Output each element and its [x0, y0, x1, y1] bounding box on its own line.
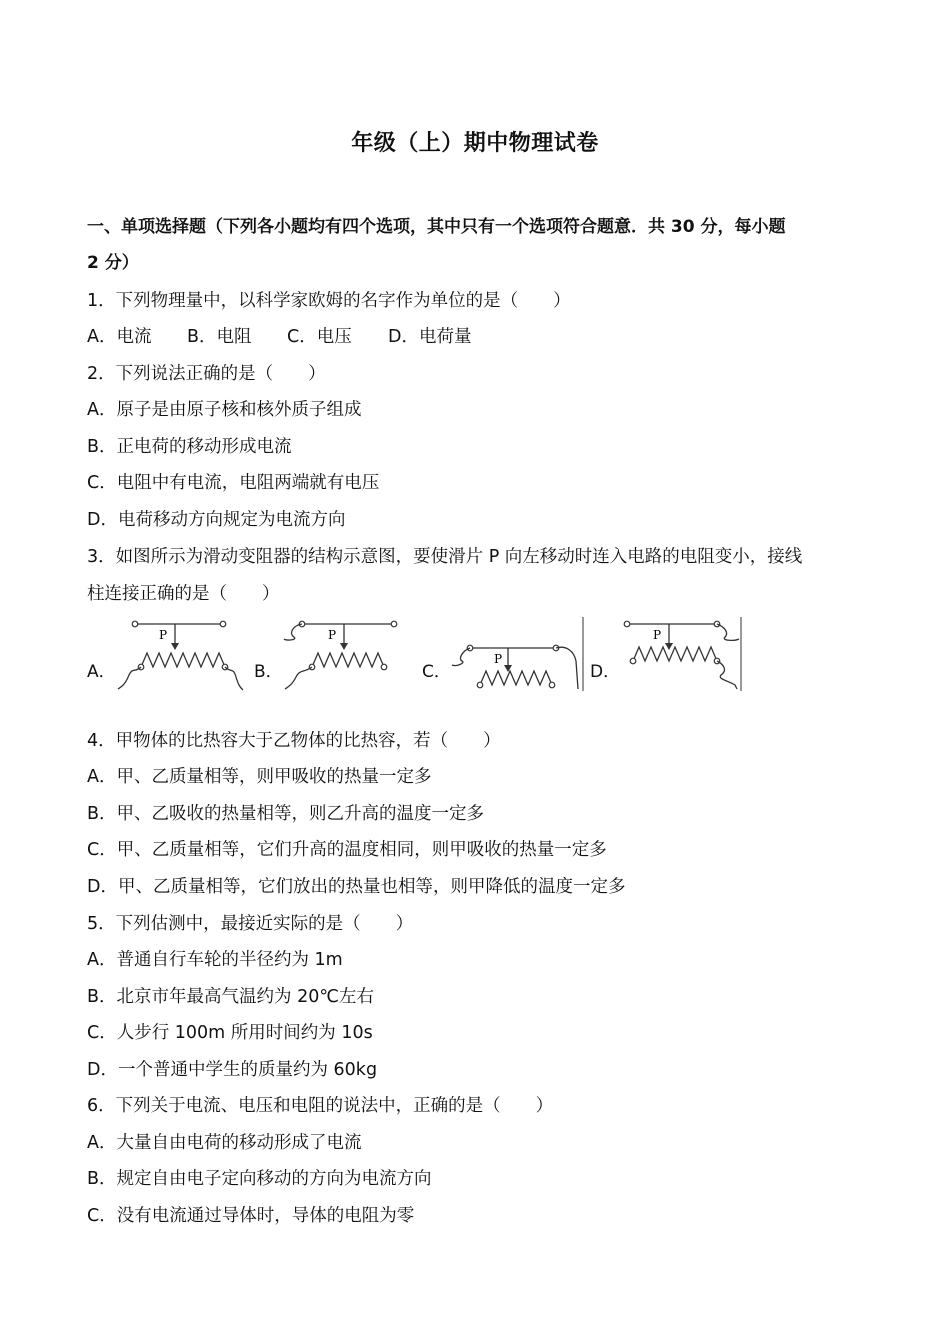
- q3-figure-label-d: D．: [590, 662, 621, 682]
- q5-stem: 5．下列估测中，最接近实际的是（ ）: [87, 914, 414, 934]
- q3-rheostat-figure-b: [282, 615, 402, 693]
- q5-option-b: B．北京市年最高气温约为 20℃左右: [87, 987, 374, 1007]
- q3-slider-label-a: P: [159, 628, 168, 642]
- q2-stem: 2．下列说法正确的是（ ）: [87, 364, 326, 384]
- q2-option-a: A．原子是由原子核和核外质子组成: [87, 400, 362, 420]
- q3-figure-label-a: A．: [87, 662, 116, 682]
- q5-option-a: A．普通自行车轮的半径约为 1m: [87, 950, 343, 970]
- q4-stem: 4．甲物体的比热容大于乙物体的比热容，若（ ）: [87, 731, 501, 751]
- q3-figure-row: [87, 615, 747, 695]
- q4-option-d: D．甲、乙质量相等，它们放出的热量也相等，则甲降低的温度一定多: [87, 877, 626, 897]
- q3-stem-line1: 3．如图所示为滑动变阻器的结构示意图，要使滑片 P 向左移动时连入电路的电阻变小，接线: [87, 547, 803, 567]
- q1-option-b: B．电阻: [187, 327, 252, 347]
- q2-option-b: B．正电荷的移动形成电流: [87, 437, 292, 457]
- section-heading-line2: 2 分）: [87, 253, 139, 273]
- section-heading: [87, 209, 877, 281]
- q4-option-a: A．甲、乙质量相等，则甲吸收的热量一定多: [87, 767, 432, 787]
- q4-option-c: C．甲、乙质量相等，它们升高的温度相同，则甲吸收的热量一定多: [87, 840, 607, 860]
- q3-stem-line2: 柱连接正确的是（ ）: [87, 584, 280, 604]
- q3-slider-label-b: P: [328, 628, 337, 642]
- q3-slider-label-d: P: [653, 628, 662, 642]
- q1-option-a: A．电流: [87, 327, 152, 347]
- q6-option-b: B．规定自由电子定向移动的方向为电流方向: [87, 1169, 432, 1189]
- q2-option-c: C．电阻中有电流，电阻两端就有电压: [87, 473, 380, 493]
- q1-options: [87, 325, 471, 349]
- page-title: 年级（上）期中物理试卷: [351, 131, 599, 156]
- q3-rheostat-figure-d: [617, 615, 747, 693]
- q3-figure-label-c: C．: [422, 662, 451, 682]
- q5-option-d: D．一个普通中学生的质量约为 60kg: [87, 1060, 378, 1080]
- q6-option-a: A．大量自由电荷的移动形成了电流: [87, 1133, 362, 1153]
- q1-option-d: D．电荷量: [388, 327, 472, 347]
- q1-option-c: C．电压: [287, 327, 352, 347]
- q1-stem: 1．下列物理量中，以科学家欧姆的名字作为单位的是（ ）: [87, 291, 571, 311]
- q3-rheostat-figure-c: [450, 615, 586, 693]
- q5-option-c: C．人步行 100m 所用时间约为 10s: [87, 1023, 373, 1043]
- q3-slider-label-c: P: [494, 652, 503, 666]
- q4-option-b: B．甲、乙吸收的热量相等，则乙升高的温度一定多: [87, 804, 485, 824]
- q2-option-d: D．电荷移动方向规定为电流方向: [87, 510, 346, 530]
- q6-stem: 6．下列关于电流、电压和电阻的说法中，正确的是（ ）: [87, 1096, 554, 1116]
- section-heading-line1: 一、单项选择题（下列各小题均有四个选项，其中只有一个选项符合题意．共 30 分，每小题: [87, 217, 786, 237]
- q6-option-c: C．没有电流通过导体时，导体的电阻为零: [87, 1206, 415, 1226]
- q3-figure-label-b: B．: [254, 662, 283, 682]
- q3-rheostat-figure-a: [115, 615, 245, 693]
